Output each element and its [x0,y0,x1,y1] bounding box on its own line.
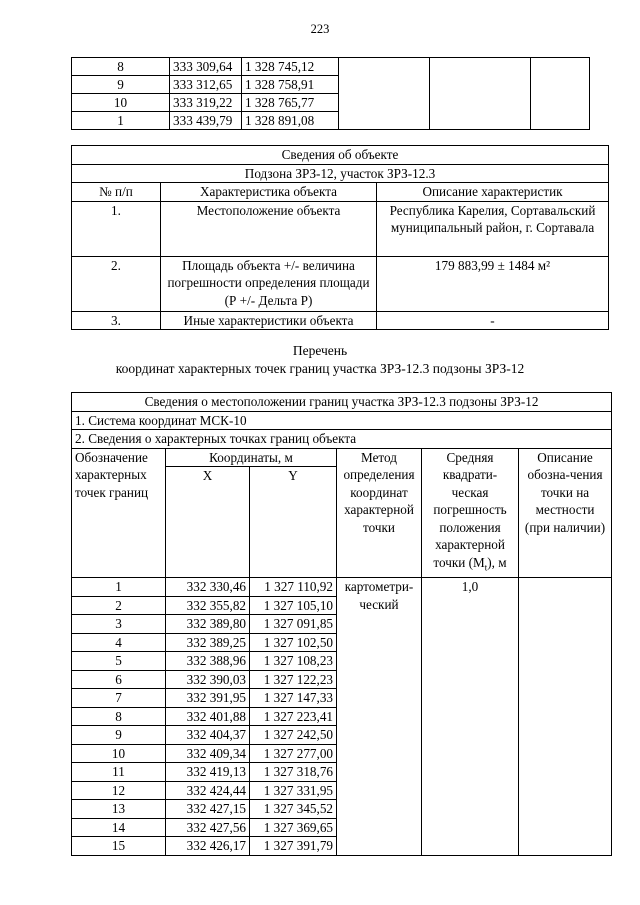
coord-y: 1 327 147,33 [250,689,337,708]
row-number: 2. [72,256,161,311]
point-number: 10 [72,94,170,112]
coord-x: 333 309,64 [170,58,242,76]
coord-x: 332 391,95 [166,689,250,708]
coord-y: 1 327 391,79 [250,837,337,856]
method-value: картометри-ческий [337,578,422,856]
coord-y: 1 327 318,76 [250,763,337,782]
accuracy-cell [430,58,531,130]
point-number: 5 [72,652,166,671]
coord-x: 333 319,22 [170,94,242,112]
table-row [72,311,609,330]
accuracy-header: Средняя квадрати-ческая погрешность положения характерной точки $(M_t)$, м [422,448,519,578]
coord-x: 332 427,56 [166,818,250,837]
coord-x: 332 424,44 [166,781,250,800]
coord-x: 332 401,88 [166,707,250,726]
x-header: X [166,467,250,578]
coord-x: 332 355,82 [166,596,250,615]
point-number: 12 [72,781,166,800]
coord-y: 1 327 108,23 [250,652,337,671]
coord-x: 332 404,37 [166,726,250,745]
coord-y: 1 327 110,92 [250,578,337,597]
characteristic-name: Местоположение объекта [161,201,377,256]
coord-y: 1 327 223,41 [250,707,337,726]
coord-y: 1 327 122,23 [250,670,337,689]
row-number: 1. [72,201,161,256]
coord-y: 1 328 891,08 [242,112,339,130]
characteristic-value: Республика Карелия, Сортавальский муниципальный район, г. Сортавала [377,201,609,256]
row-number: 3. [72,311,161,330]
coord-x: 332 388,96 [166,652,250,671]
coord-x: 333 439,79 [170,112,242,130]
point-number: 11 [72,763,166,782]
coord-x: 333 312,65 [170,76,242,94]
coord-y: 1 327 091,85 [250,615,337,634]
point-number: 15 [72,837,166,856]
characteristic-value: - [377,311,609,330]
coord-y: 1 327 345,52 [250,800,337,819]
coord-x: 332 427,15 [166,800,250,819]
point-number: 13 [72,800,166,819]
designation-header: Обозначение характерных точек границ [72,448,166,578]
coords-header: Координаты, м [166,448,337,467]
point-number: 6 [72,670,166,689]
coord-x: 332 390,03 [166,670,250,689]
column-header: Характеристика объекта [161,183,377,202]
point-number: 2 [72,596,166,615]
point-number: 8 [72,58,170,76]
column-header: Описание характеристик [377,183,609,202]
object-info-table [71,145,609,330]
table-row [72,58,590,76]
coord-x: 332 389,25 [166,633,250,652]
table-row [72,201,609,256]
y-header: Y [250,467,337,578]
coord-y: 1 327 277,00 [250,744,337,763]
characteristic-name: Иные характеристики объекта [161,311,377,330]
points-title: 2. Сведения о характерных точках границ объекта [72,430,612,449]
coord-x: 332 330,46 [166,578,250,597]
coords-table-title: Сведения о местоположении границ участка ЗРЗ-12.3 подзоны ЗРЗ-12 [72,393,612,412]
coord-x: 332 409,34 [166,744,250,763]
object-info-subtitle: Подзона ЗРЗ-12, участок ЗРЗ-12.3 [72,164,609,183]
coord-x: 332 389,80 [166,615,250,634]
coords-table [71,392,612,856]
coord-y: 1 328 745,12 [242,58,339,76]
table-row [72,578,612,597]
description-cell [531,58,590,130]
coord-y: 1 328 758,91 [242,76,339,94]
point-number: 4 [72,633,166,652]
characteristic-value: 179 883,99 ± 1484 м² [377,256,609,311]
object-info-title: Сведения об объекте [72,146,609,165]
list-subheading: координат характерных точек границ участка ЗРЗ-12.3 подзоны ЗРЗ-12 [115,361,525,376]
description-header: Описание обозна-чения точки на местности (при наличии) [519,448,612,578]
point-number: 7 [72,689,166,708]
coord-y: 1 327 242,50 [250,726,337,745]
point-number: 14 [72,818,166,837]
description-cell [519,578,612,856]
point-number: 1 [72,112,170,130]
table-row [72,256,609,311]
coordinate-system: 1. Система координат МСК-10 [72,411,612,430]
list-heading: Перечень [292,343,348,358]
column-header: № п/п [72,183,161,202]
point-number: 3 [72,615,166,634]
table-header-row [72,448,612,467]
table-header-row [72,183,609,202]
point-number: 10 [72,744,166,763]
point-number: 8 [72,707,166,726]
coords-continuation-table [71,57,590,130]
point-number: 1 [72,578,166,597]
coord-x: 332 426,17 [166,837,250,856]
coord-y: 1 327 369,65 [250,818,337,837]
coord-y: 1 327 102,50 [250,633,337,652]
coord-y: 1 327 331,95 [250,781,337,800]
coord-y: 1 327 105,10 [250,596,337,615]
coord-x: 332 419,13 [166,763,250,782]
method-header: Метод определения координат характерной точки [337,448,422,578]
accuracy-value: 1,0 [422,578,519,856]
coord-y: 1 328 765,77 [242,94,339,112]
point-number: 9 [72,76,170,94]
page-number: 223 [310,22,330,36]
method-cell [339,58,430,130]
point-number: 9 [72,726,166,745]
characteristic-name: Площадь объекта +/- величина погрешности определения площади (Р +/- Дельта Р) [161,256,377,311]
